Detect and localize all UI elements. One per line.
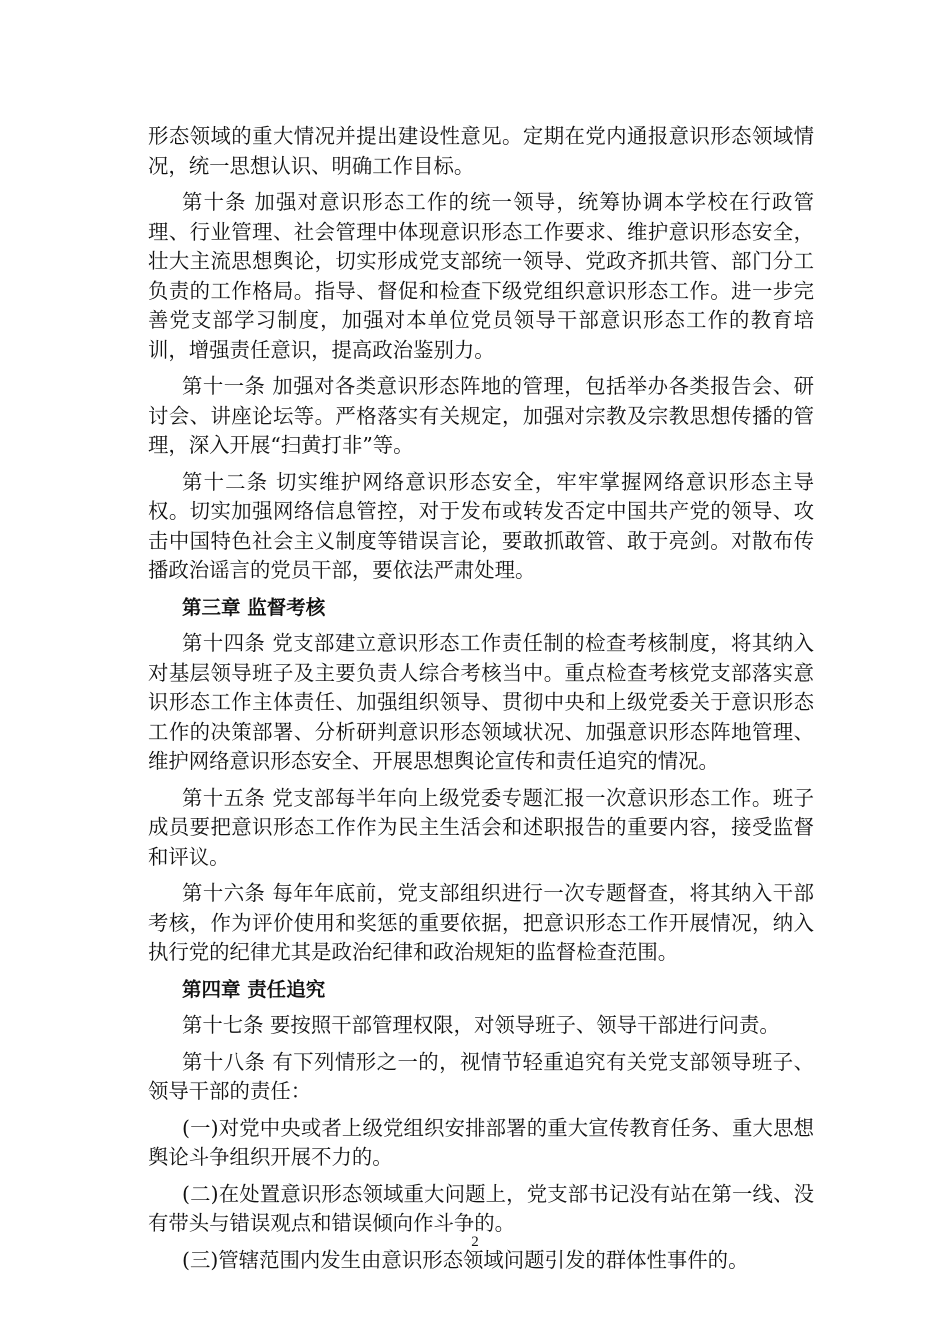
document-body [148, 122, 814, 1282]
article-14: 第十四条 党支部建立意识形态工作责任制的检查考核制度，将其纳入对基层领导班子及主要负责人综合考核当中。重点检查考核党支部落实意识形态工作主体责任、加强组织领导、贯彻中央和上级党委关于意识形态工作的决策部署、分析研判意识形态领域状况、加强意识形态阵地管理、维护网络意识形态安全、开展思想舆论宣传和责任追究的情况。 [148, 631, 814, 773]
article-17: 第十七条 要按照干部管理权限，对领导班子、领导干部进行问责。 [182, 1013, 780, 1037]
clause-1: (一)对党中央或者上级党组织安排部署的重大宣传教育任务、重大思想舆论斗争组织开展不力的。 [148, 1115, 814, 1169]
chapter-3-heading: 第三章 监督考核 [182, 595, 326, 619]
chapter-4-heading: 第四章 责任追究 [182, 977, 326, 1001]
page-number: 2 [471, 1234, 479, 1250]
paragraph-continuation: 形态领域的重大情况并提出建设性意见。定期在党内通报意识形态领域情况，统一思想认识、明确工作目标。 [148, 124, 814, 178]
clause-2: (二)在处置意识形态领域重大问题上，党支部书记没有站在第一线、没有带头与错误观点和错误倾向作斗争的。 [148, 1181, 814, 1235]
article-10: 第十条 加强对意识形态工作的统一领导，统筹协调本学校在行政管理、行业管理、社会管理中体现意识形态工作要求、维护意识形态安全，壮大主流思想舆论，切实形成党支部统一领导、党政齐抓共管、部门分工负责的工作格局。指导、督促和检查下级党组织意识形态工作。进一步完善党支部学习制度，加强对本单位党员领导干部意识形态工作的教育培训，增强责任意识，提高政治鉴别力。 [148, 190, 814, 362]
article-12: 第十二条 切实维护网络意识形态安全，牢牢掌握网络意识形态主导权。切实加强网络信息管控，对于发布或转发否定中国共产党的领导、攻击中国特色社会主义制度等错误言论，要敢抓敢管、敢于亮剑。对散布传播政治谣言的党员干部，要依法严肃处理。 [148, 469, 814, 582]
article-18: 第十八条 有下列情形之一的，视情节轻重追究有关党支部领导班子、领导干部的责任： [148, 1049, 814, 1103]
article-15: 第十五条 党支部每半年向上级党委专题汇报一次意识形态工作。班子成员要把意识形态工作作为民主生活会和述职报告的重要内容，接受监督和评议。 [148, 785, 814, 869]
article-11: 第十一条 加强对各类意识形态阵地的管理，包括举办各类报告会、研讨会、讲座论坛等。严格落实有关规定，加强对宗教及宗教思想传播的管理，深入开展“扫黄打非”等。 [148, 374, 814, 457]
clause-3: (三)管辖范围内发生由意识形态领域问题引发的群体性事件的。 [182, 1247, 749, 1272]
article-16: 第十六条 每年年底前，党支部组织进行一次专题督查，将其纳入干部考核，作为评价使用和奖惩的重要依据，把意识形态工作开展情况，纳入执行党的纪律尤其是政治纪律和政治规矩的监督检查范围。 [148, 881, 814, 964]
